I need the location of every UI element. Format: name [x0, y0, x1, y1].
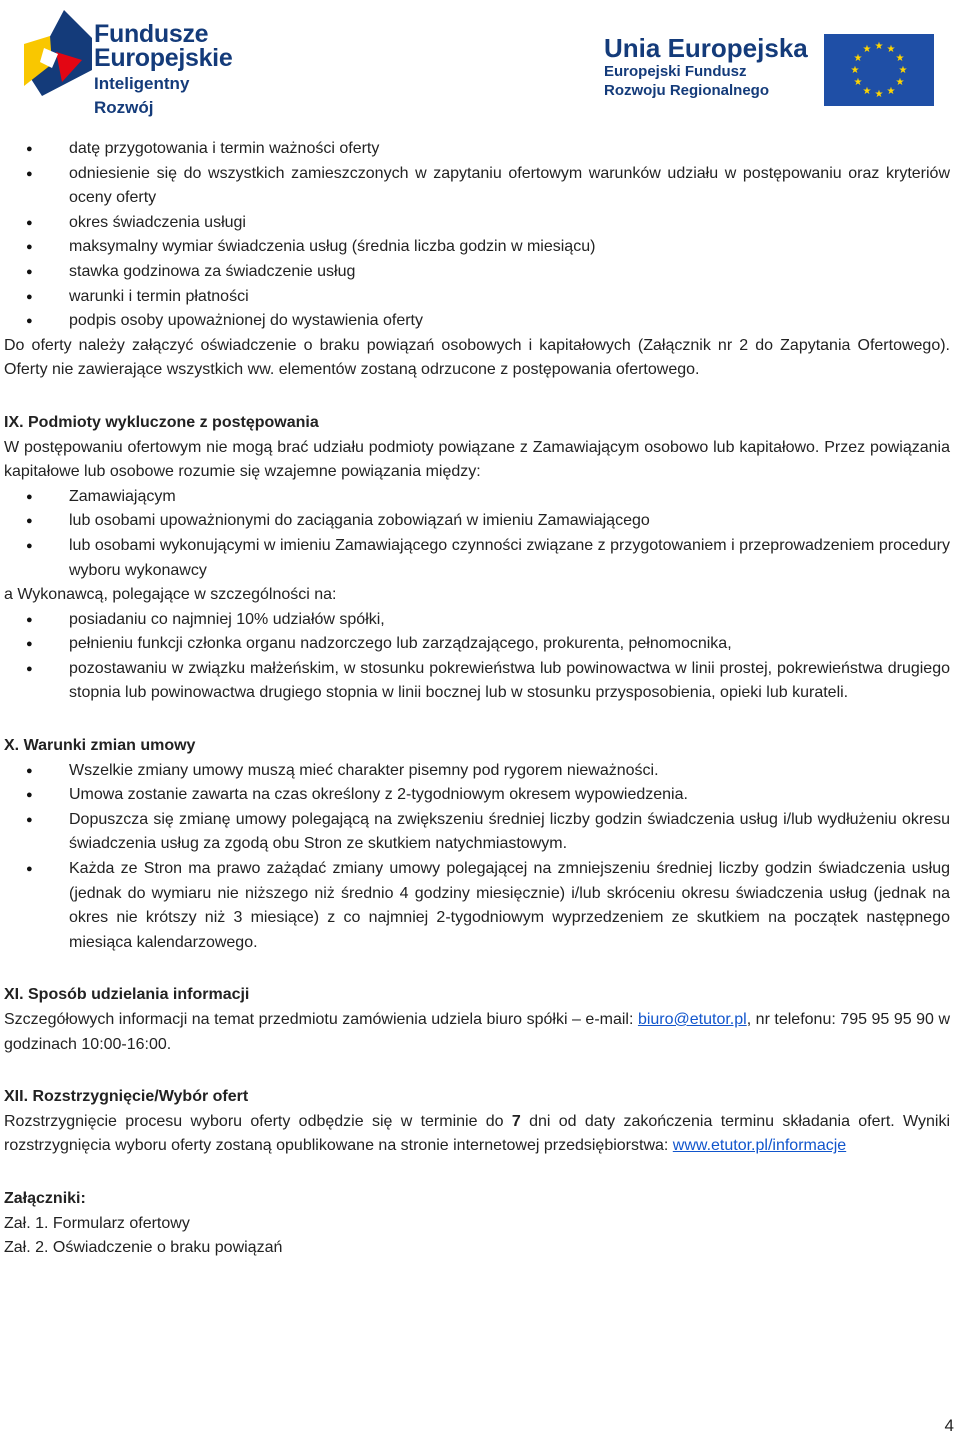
svg-text:★: ★ [862, 44, 872, 55]
list-item: ● pozostawaniu w związku małżeńskim, w stosunku pokrewieństwa lub powinowactwa w linii prostej, pokrewieństwa drugiego stopnia lub powinowactwa drugiego stopnia w linii bocznej lub w stosunku przysposobienia, opieki lub kurateli. [4, 657, 950, 706]
info-text-before: Szczegółowych informacji na temat przedmiotu zamówienia udziela biuro spółki – e-mail: [4, 1011, 638, 1028]
svg-text:★: ★ [850, 65, 860, 76]
fe-line2: Europejskie [94, 44, 233, 72]
section-xii-text [4, 1110, 950, 1159]
fe-logo-text [94, 22, 252, 120]
eu-flag-icon [824, 34, 934, 106]
svg-text:★: ★ [895, 53, 905, 64]
attachment-item: Zał. 1. Formularz ofertowy [4, 1214, 190, 1232]
list-item: ● odniesienie się do wszystkich zamieszczonych w zapytaniu ofertowym warunków udziału w postępowaniu oraz kryteriów oceny oferty [4, 162, 950, 211]
ue-logo-text [604, 34, 808, 100]
svg-text:★: ★ [853, 53, 863, 64]
svg-text:★: ★ [862, 86, 872, 97]
list-item: ● warunki i termin płatności [4, 285, 950, 310]
svg-text:★: ★ [895, 77, 905, 88]
list-item: ● lub osobami upoważnionymi do zaciągania zobowiązań w imieniu Zamawiającego [4, 509, 950, 534]
ue-line1: Unia Europejska [604, 33, 808, 63]
fundusze-europejskie-logo [22, 8, 252, 117]
result-text-after: dni od daty zakończenia terminu składania ofert. Wyniki rozstrzygnięcia wyboru oferty zostaną opublikowane na stronie internetowej przedsiębiorstwa: [4, 1112, 951, 1155]
results-link[interactable]: www.etutor.pl/informacje [672, 1137, 847, 1155]
attachment-item: Zał. 2. Oświadczenie o braku powiązań [4, 1239, 283, 1257]
page-header [0, 0, 960, 117]
svg-text:★: ★ [886, 86, 896, 97]
fe-line3: Inteligentny Rozwój [94, 74, 190, 117]
list-item: ● podpis osoby upoważnionej do wystawienia oferty [4, 309, 950, 334]
svg-text:★: ★ [874, 89, 884, 100]
list-item: ● stawka godzinowa za świadczenie usług [4, 260, 950, 285]
list-item: ● Wszelkie zmiany umowy muszą mieć charakter pisemny pod rygorem nieważności. [4, 759, 950, 784]
info-text-after: , nr telefonu: 795 95 95 90 w godzinach 10:00-16:00. [4, 1011, 951, 1053]
unia-europejska-logo [604, 34, 934, 106]
list-item: ● Umowa zostanie zawarta na czas określony z 2-tygodniowym okresem wypowiedzenia. [4, 783, 950, 808]
section-xii-title: XII. Rozstrzygnięcie/Wybór ofert [4, 1088, 249, 1106]
svg-text:★: ★ [898, 65, 908, 76]
list-item: ● lub osobami wykonującymi w imieniu Zamawiającego czynności związane z przygotowaniem i przeprowadzeniem procedury wyboru wykonawcy [4, 534, 950, 583]
page-number: 4 [944, 1416, 954, 1435]
section-ix-title: IX. Podmioty wykluczone z postępowania [4, 413, 319, 431]
list-item: ● Dopuszcza się zmianę umowy polegającą na zwiększeniu średniej liczby godzin świadczenia usług i/lub wydłużeniu okresu świadczenia usług za zgodą obu Stron ze skutkiem natychmiastowym. [4, 808, 950, 857]
list-item: ● datę przygotowania i termin ważności oferty [4, 137, 950, 162]
email-link[interactable]: biuro@etutor.pl [637, 1011, 747, 1028]
list-item: ● pełnieniu funkcji członka organu nadzorczego lub zarządzającego, prokurenta, pełnomocnika, [4, 632, 950, 657]
attachments-title: Załączniki: [4, 1189, 86, 1207]
days-count: 7 [511, 1112, 521, 1130]
svg-text:★: ★ [886, 44, 896, 55]
result-text-before: Rozstrzygnięcie procesu wyboru oferty odbędzie się w terminie do [4, 1112, 512, 1130]
list-item: ● Każda ze Stron ma prawo zażądać zmiany umowy polegającej na zmniejszeniu średniej liczby godzin świadczenia usług (jednak do wymiaru nie niższego niż średnio 4 godziny miesięcznie) i/lub skróceniu okresu świadczenia usług (jednak na okres nie krótszy niż 3 miesiące) z co najmniej 2-tygodniowym wyprzedzeniem ze skutkiem na początek następnego miesiąca kalendarzowego. [4, 857, 950, 955]
attachment-requirement-paragraph: Do oferty należy załączyć oświadczenie o braku powiązań osobowych i kapitałowych (Załącznik nr 2 do Zapytania Ofertowego). Oferty nie zawierające wszystkich ww. elementów zostaną odrzucone z postępowania ofertowego. [4, 336, 950, 379]
section-ix-intro: W postępowaniu ofertowym nie mogą brać udziału podmioty powiązane z Zamawiającym osobowo lub kapitałowo. Przez powiązania kapitałowe lub osobowe rozumie się wzajemne powiązania między: [4, 438, 950, 481]
svg-text:★: ★ [874, 41, 884, 52]
ue-line3: Rozwoju Regionalnego [604, 82, 769, 99]
section-ix-mid: a Wykonawcą, polegające w szczególności na: [4, 586, 337, 604]
relations-list [4, 485, 950, 583]
list-item: ● maksymalny wymiar świadczenia usług (średnia liczba godzin w miesiącu) [4, 235, 950, 260]
document-body [4, 137, 950, 1261]
svg-text:★: ★ [853, 77, 863, 88]
section-xi-text [4, 1008, 950, 1057]
ue-line2: Europejski Fundusz [604, 63, 747, 80]
list-item: ● Zamawiającym [4, 485, 950, 510]
fe-line1: Fundusze [94, 20, 209, 48]
list-item: ● posiadaniu co najmniej 10% udziałów spółki, [4, 608, 950, 633]
offer-content-list [4, 137, 950, 334]
contract-change-list [4, 759, 950, 956]
section-x-title: X. Warunki zmian umowy [4, 737, 196, 755]
exclusion-criteria-list [4, 608, 950, 706]
section-xi-title: XI. Sposób udzielania informacji [4, 986, 250, 1004]
list-item: ● okres świadczenia usługi [4, 211, 950, 236]
fe-star-icon [22, 8, 94, 98]
